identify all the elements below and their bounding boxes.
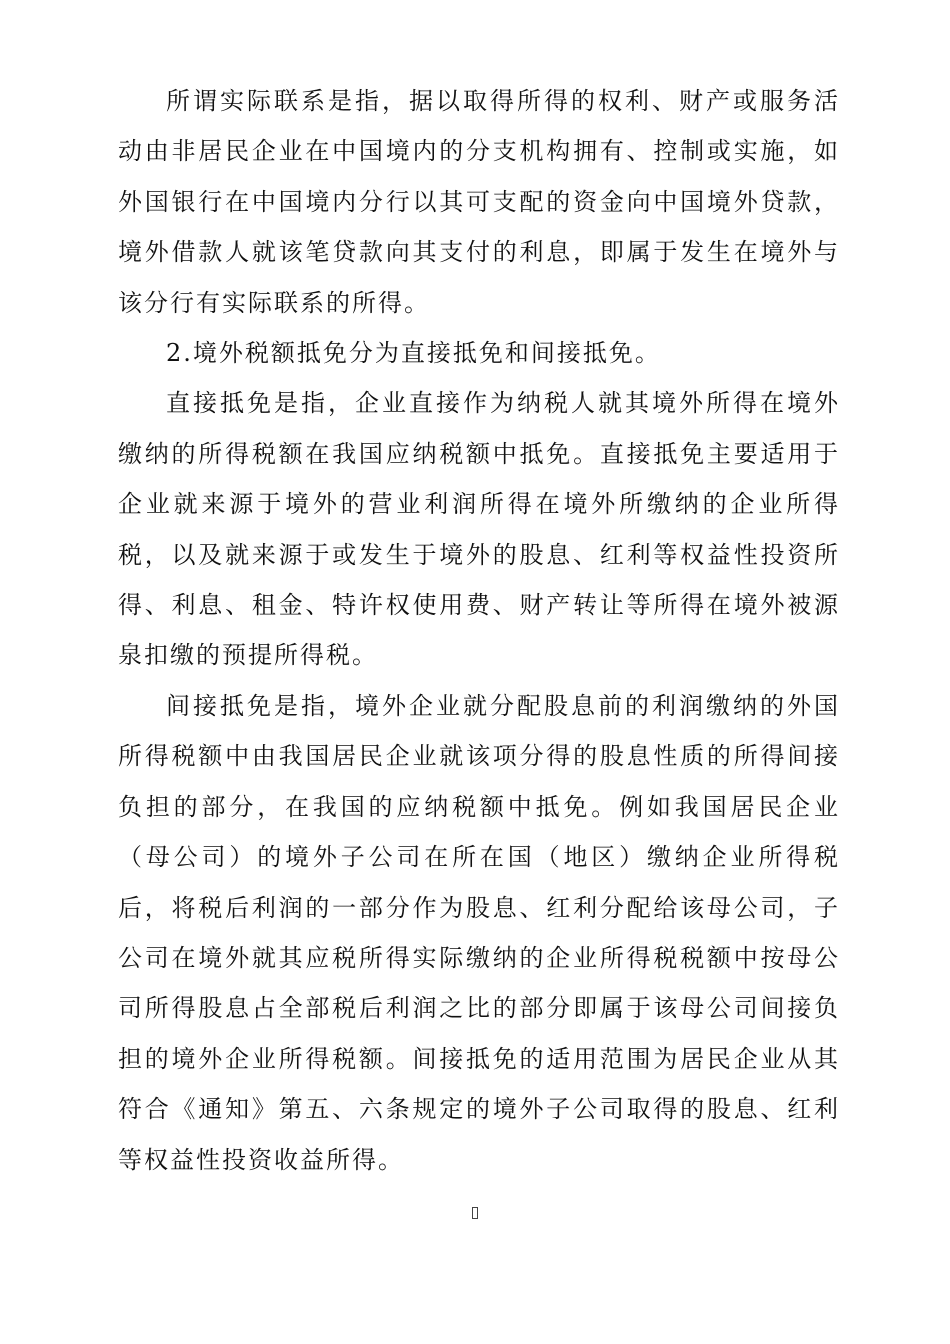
page-footer bbox=[0, 1207, 950, 1223]
page-number-icon bbox=[472, 1207, 478, 1219]
paragraph-actual-connection: 所谓实际联系是指，据以取得所得的权利、财产或服务活动由非居民企业在中国境内的分支机构拥有、控制或实施，如外国银行在中国境内分行以其可支配的资金向中国境外贷款，境外借款人就该笔贷款向其支付的利息，即属于发生在境外与该分行有实际联系的所得。 bbox=[118, 87, 840, 317]
document-body bbox=[118, 76, 840, 1185]
paragraph-direct-credit: 直接抵免是指，企业直接作为纳税人就其境外所得在境外缴纳的所得税额在我国应纳税额中抵免。直接抵免主要适用于企业就来源于境外的营业利润所得在境外所缴纳的企业所得税，以及就来源于或发生于境外的股息、红利等权益性投资所得、利息、租金、特许权使用费、财产转让等所得在境外被源泉扣缴的预提所得税。 bbox=[118, 389, 840, 670]
paragraph-credit-types: 2.境外税额抵免分为直接抵免和间接抵免。 bbox=[166, 339, 661, 368]
paragraph-indirect-credit: 间接抵免是指，境外企业就分配股息前的利润缴纳的外国所得税额中由我国居民企业就该项分得的股息性质的所得间接负担的部分，在我国的应纳税额中抵免。例如我国居民企业（母公司）的境外子公司在所在国（地区）缴纳企业所得税后，将税后利润的一部分作为股息、红利分配给该母公司，子公司在境外就其应税所得实际缴纳的企业所得税税额中按母公司所得股息占全部税后利润之比的部分即属于该母公司间接负担的境外企业所得税额。间接抵免的适用范围为居民企业从其符合《通知》第五、六条规定的境外子公司取得的股息、红利等权益性投资收益所得。 bbox=[118, 691, 840, 1174]
